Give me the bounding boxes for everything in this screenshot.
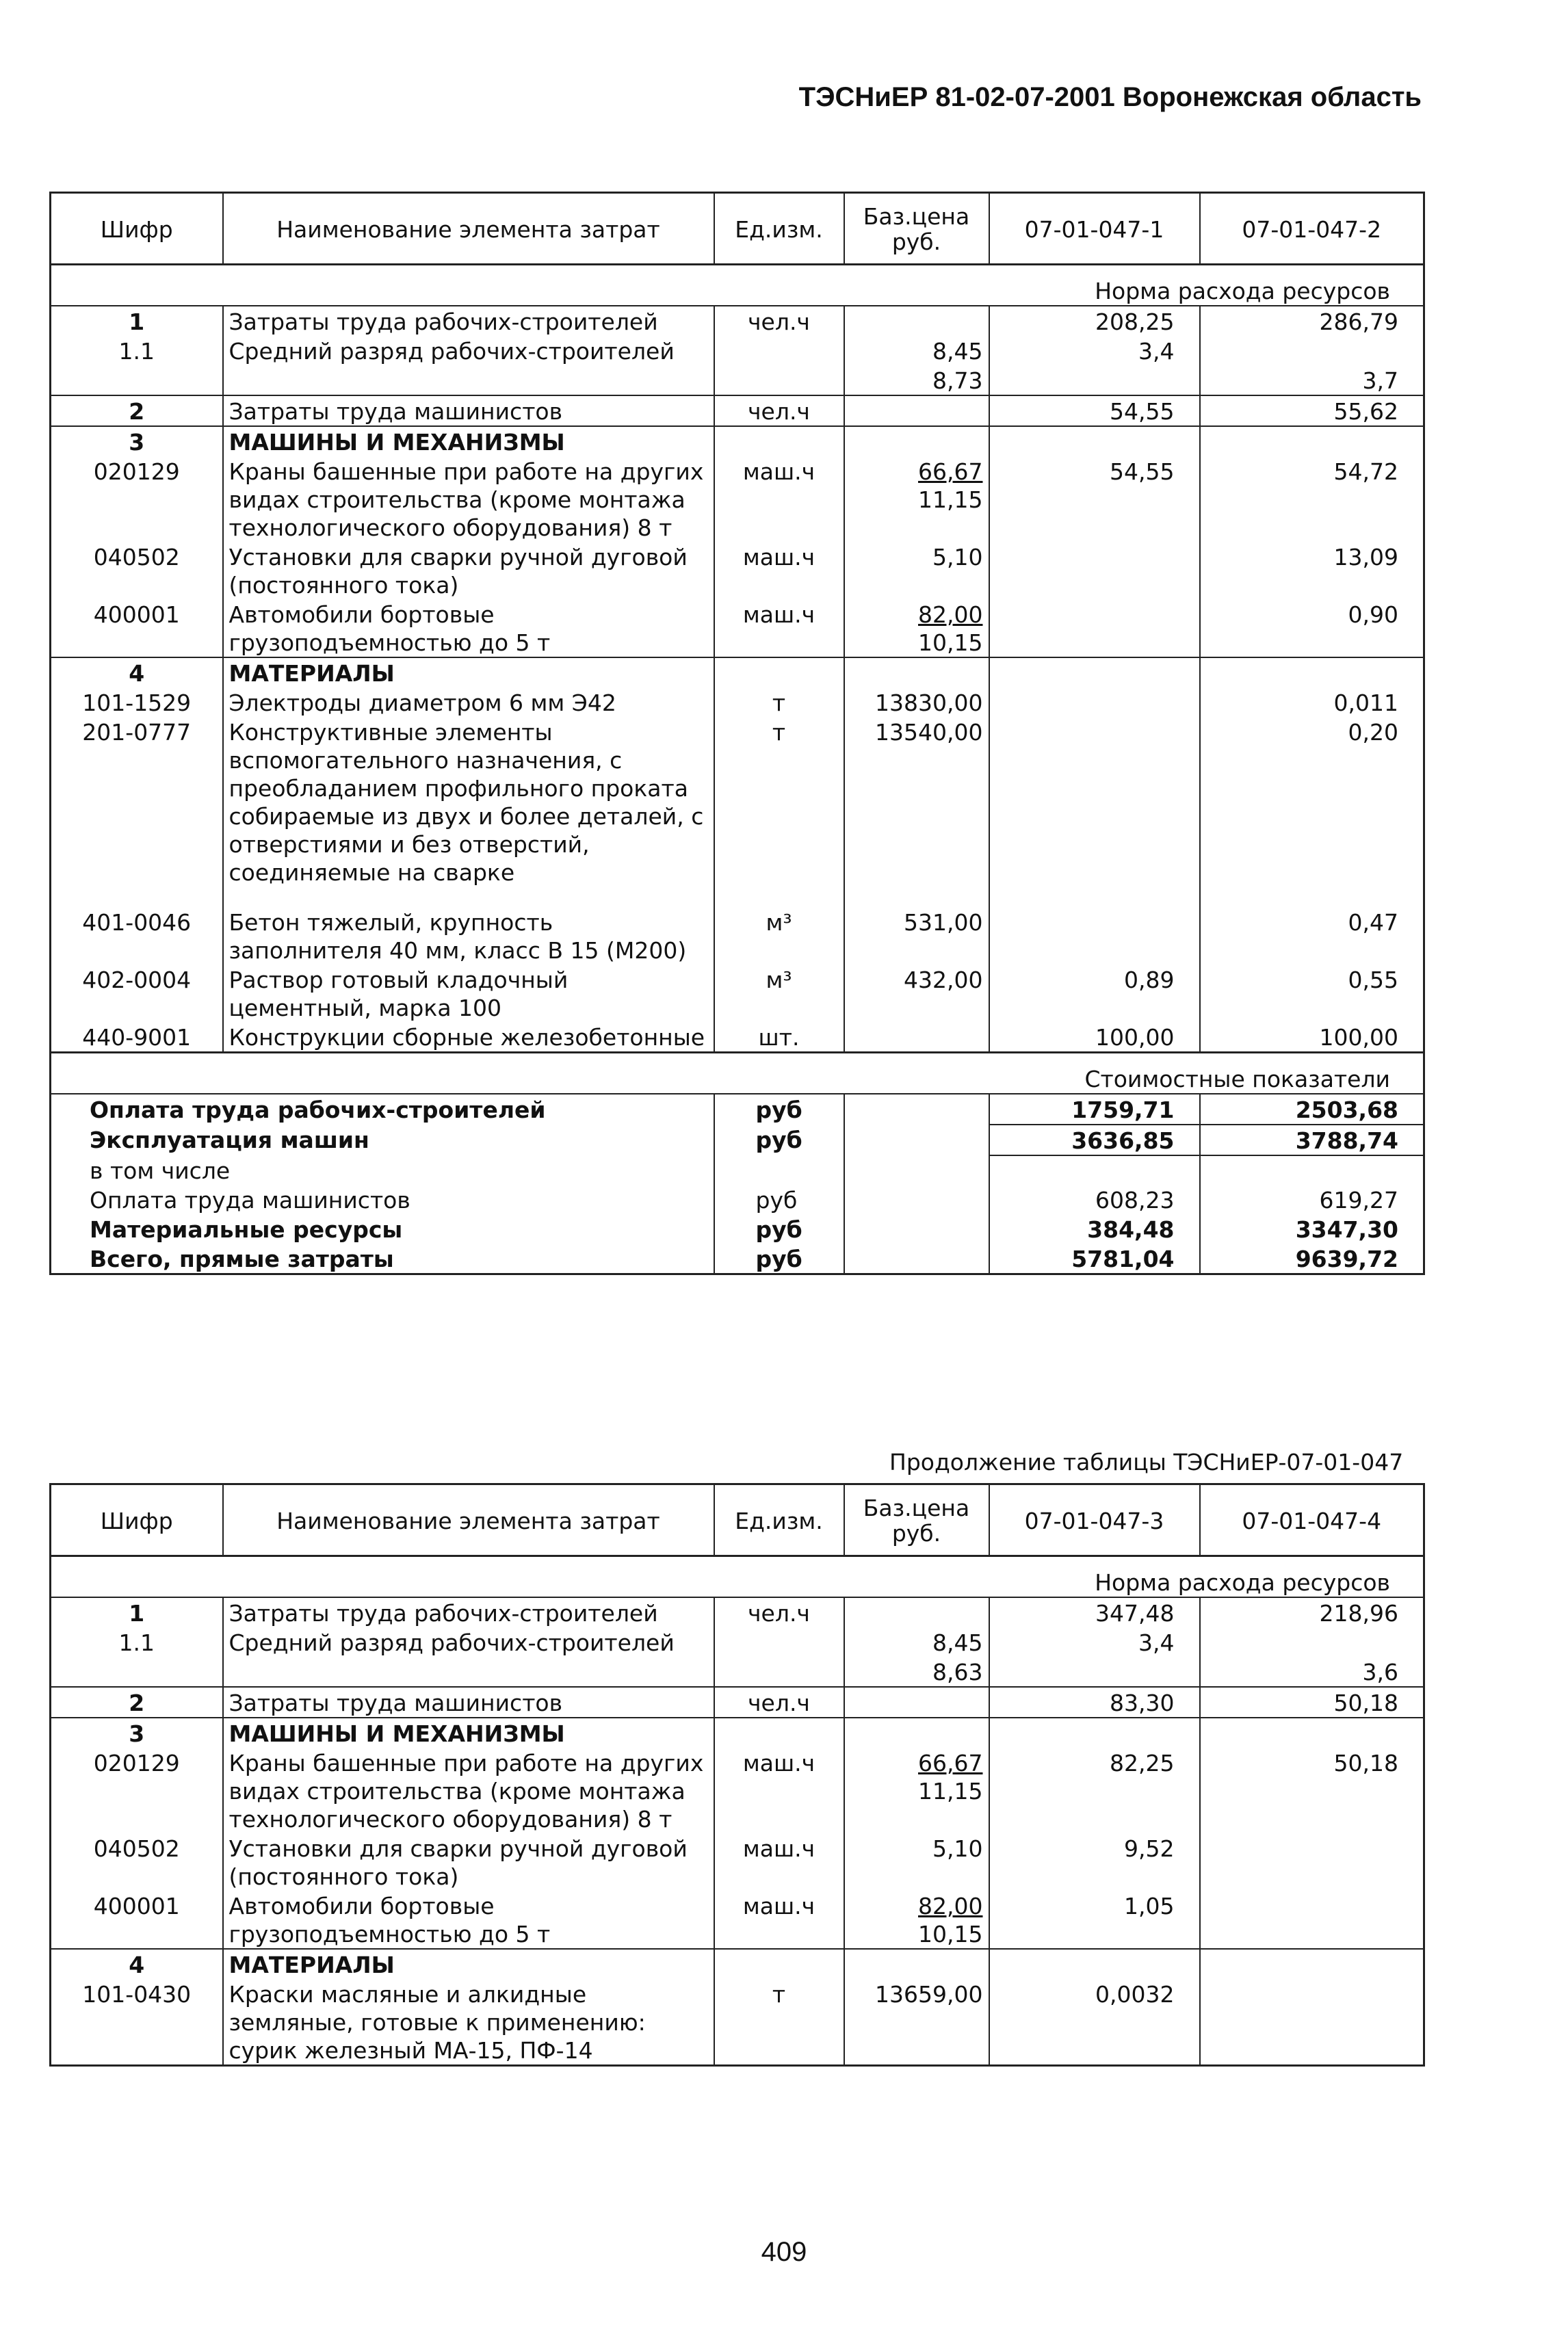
row-price: 13659,00 bbox=[844, 1979, 989, 2066]
cost-unit: руб bbox=[714, 1094, 844, 1125]
cost-empty bbox=[844, 1094, 989, 1125]
price-secondary: 10,15 bbox=[918, 629, 983, 656]
cost-value-1: 5781,04 bbox=[989, 1244, 1200, 1274]
row-value-1: 347,48 bbox=[989, 1597, 1200, 1627]
cost-empty bbox=[844, 1214, 989, 1244]
row-value-1 bbox=[989, 717, 1200, 887]
row-price bbox=[844, 1949, 989, 1979]
row-name: Средний разряд рабочих-строителей bbox=[223, 1627, 714, 1657]
row-unit bbox=[714, 426, 844, 456]
row-value-1 bbox=[989, 687, 1200, 717]
cost-value-2: 3347,30 bbox=[1200, 1214, 1424, 1244]
row-name: Краны башенные при работе на других видах строительства (кроме монтажа технологического оборудования) 8 т bbox=[223, 1748, 714, 1833]
row-name: Средний разряд рабочих-строителей bbox=[223, 336, 714, 365]
row-unit bbox=[714, 1627, 844, 1657]
row-price: 5,10 bbox=[844, 542, 989, 599]
row-price bbox=[844, 657, 989, 687]
row-code: 1.1 bbox=[51, 1627, 223, 1657]
row-unit: маш.ч bbox=[714, 456, 844, 542]
cost-value-2: 3788,74 bbox=[1200, 1125, 1424, 1155]
page-number: 409 bbox=[761, 2237, 807, 2267]
row-unit: чел.ч bbox=[714, 1687, 844, 1718]
row-name bbox=[223, 1657, 714, 1687]
row-unit: маш.ч bbox=[714, 599, 844, 657]
row-code: 101-1529 bbox=[51, 687, 223, 717]
row-value-2: 0,011 bbox=[1200, 687, 1424, 717]
row-unit: т bbox=[714, 1979, 844, 2066]
cost-value-1: 608,23 bbox=[989, 1185, 1200, 1214]
row-value-2 bbox=[1200, 426, 1424, 456]
row-name: Электроды диаметром 6 мм Э42 bbox=[223, 687, 714, 717]
row-price bbox=[844, 306, 989, 336]
row-name: Автомобили бортовые грузоподъемностью до 5 т bbox=[223, 1891, 714, 1949]
row-code: 440-9001 bbox=[51, 1022, 223, 1053]
row-value-1 bbox=[989, 907, 1200, 965]
row-value-2: 286,79 bbox=[1200, 306, 1424, 336]
row-price: 531,00 bbox=[844, 907, 989, 965]
row-price bbox=[844, 1687, 989, 1718]
row-price: 8,63 bbox=[844, 1657, 989, 1687]
row-price bbox=[844, 599, 989, 657]
row-code: 400001 bbox=[51, 599, 223, 657]
table-row bbox=[51, 336, 1424, 365]
table2-body bbox=[51, 1597, 1424, 2066]
row-price: 13540,00 bbox=[844, 717, 989, 887]
page-header: ТЭСНиЕР 81-02-07-2001 Воронежская область bbox=[798, 82, 1422, 112]
row-unit: т bbox=[714, 687, 844, 717]
row-code: 401-0046 bbox=[51, 907, 223, 965]
header-name: Наименование элемента затрат bbox=[223, 1484, 714, 1556]
table1-costs bbox=[51, 1094, 1424, 1274]
row-value-2: 0,90 bbox=[1200, 599, 1424, 657]
row-code: 4 bbox=[51, 1949, 223, 1979]
row-value-1: 3,4 bbox=[989, 1627, 1200, 1657]
row-value-2: 55,62 bbox=[1200, 395, 1424, 426]
table-row bbox=[51, 1748, 1424, 1833]
row-value-2: 0,20 bbox=[1200, 717, 1424, 887]
row-unit: чел.ч bbox=[714, 395, 844, 426]
cost-label: Всего, прямые затраты bbox=[90, 1246, 394, 1272]
table-row bbox=[51, 456, 1424, 542]
row-name: МАТЕРИАЛЫ bbox=[223, 657, 714, 687]
cost-label: Оплата труда машинистов bbox=[90, 1187, 410, 1214]
row-code: 1 bbox=[51, 1597, 223, 1627]
row-unit bbox=[714, 1657, 844, 1687]
row-unit: маш.ч bbox=[714, 542, 844, 599]
resource-table-1 bbox=[49, 192, 1425, 1275]
cost-value-1: 384,48 bbox=[989, 1214, 1200, 1244]
row-name: Краски масляные и алкидные земляные, готовые к применению: сурик железный МА-15, ПФ-14 bbox=[223, 1979, 714, 2066]
row-unit: маш.ч bbox=[714, 1833, 844, 1891]
table-row bbox=[51, 1718, 1424, 1748]
header-unit: Ед.изм. bbox=[714, 1484, 844, 1556]
price-main: 66,67 bbox=[918, 1750, 983, 1776]
row-price: 13830,00 bbox=[844, 687, 989, 717]
cost-value-2: 619,27 bbox=[1200, 1185, 1424, 1214]
cost-empty bbox=[844, 1155, 989, 1185]
row-unit bbox=[714, 1949, 844, 1979]
table-row bbox=[51, 965, 1424, 1022]
row-price bbox=[844, 1022, 989, 1053]
norm-label: Норма расхода ресурсов bbox=[51, 1556, 1424, 1598]
row-name: Автомобили бортовые грузоподъемностью до 5 т bbox=[223, 599, 714, 657]
cost-label: Материальные ресурсы bbox=[90, 1216, 403, 1243]
header-col5: 07-01-047-3 bbox=[989, 1484, 1200, 1556]
table-row bbox=[51, 365, 1424, 395]
row-name: Установки для сварки ручной дуговой (постоянного тока) bbox=[223, 1833, 714, 1891]
row-code bbox=[51, 1657, 223, 1687]
row-code: 2 bbox=[51, 1687, 223, 1718]
row-value-1 bbox=[989, 542, 1200, 599]
row-code: 1.1 bbox=[51, 336, 223, 365]
table-row bbox=[51, 687, 1424, 717]
table-header-row bbox=[51, 1484, 1424, 1556]
table-row bbox=[51, 1979, 1424, 2066]
row-value-2: 3,7 bbox=[1200, 365, 1424, 395]
row-value-1: 100,00 bbox=[989, 1022, 1200, 1053]
cost-value-1 bbox=[989, 1155, 1200, 1185]
row-price bbox=[844, 426, 989, 456]
row-code: 3 bbox=[51, 426, 223, 456]
row-unit: шт. bbox=[714, 1022, 844, 1053]
cost-row bbox=[51, 1155, 1424, 1185]
row-value-2: 3,6 bbox=[1200, 1657, 1424, 1687]
cost-value-1: 1759,71 bbox=[989, 1094, 1200, 1125]
row-value-1: 83,30 bbox=[989, 1687, 1200, 1718]
price-secondary: 11,15 bbox=[918, 486, 983, 513]
row-code: 3 bbox=[51, 1718, 223, 1748]
row-name: Конструкции сборные железобетонные bbox=[223, 1022, 714, 1053]
row-price: 5,10 bbox=[844, 1833, 989, 1891]
row-value-2 bbox=[1200, 1718, 1424, 1748]
row-value-2: 100,00 bbox=[1200, 1022, 1424, 1053]
cost-unit: руб bbox=[714, 1244, 844, 1274]
row-value-2: 50,18 bbox=[1200, 1748, 1424, 1833]
row-price bbox=[844, 395, 989, 426]
row-value-1: 3,4 bbox=[989, 336, 1200, 365]
row-value-1: 82,25 bbox=[989, 1748, 1200, 1833]
continuation-label: Продолжение таблицы ТЭСНиЕР-07-01-047 bbox=[889, 1449, 1404, 1476]
row-name: Затраты труда машинистов bbox=[223, 395, 714, 426]
row-value-2 bbox=[1200, 1979, 1424, 2066]
header-price: Баз.цена руб. bbox=[844, 193, 989, 265]
header-code: Шифр bbox=[51, 193, 223, 265]
row-code: 040502 bbox=[51, 1833, 223, 1891]
row-name: МАТЕРИАЛЫ bbox=[223, 1949, 714, 1979]
row-code: 040502 bbox=[51, 542, 223, 599]
row-value-2 bbox=[1200, 336, 1424, 365]
table-row bbox=[51, 1891, 1424, 1949]
table-row bbox=[51, 657, 1424, 687]
cost-row bbox=[51, 1185, 1424, 1214]
row-unit: маш.ч bbox=[714, 1891, 844, 1949]
row-value-1: 1,05 bbox=[989, 1891, 1200, 1949]
row-unit: м³ bbox=[714, 907, 844, 965]
table-header-row bbox=[51, 193, 1424, 265]
row-name bbox=[223, 365, 714, 395]
row-price bbox=[844, 1748, 989, 1833]
row-value-2 bbox=[1200, 1833, 1424, 1891]
header-price: Баз.цена руб. bbox=[844, 1484, 989, 1556]
table-row bbox=[51, 717, 1424, 887]
row-value-2: 54,72 bbox=[1200, 456, 1424, 542]
cost-label: Оплата труда рабочих-строителей bbox=[90, 1097, 546, 1123]
cost-row bbox=[51, 1094, 1424, 1125]
cost-unit bbox=[714, 1155, 844, 1185]
resource-table-2 bbox=[49, 1483, 1425, 2067]
table-row bbox=[51, 1833, 1424, 1891]
row-price: 8,45 bbox=[844, 1627, 989, 1657]
cost-label: Эксплуатация машин bbox=[90, 1127, 369, 1153]
row-name: Установки для сварки ручной дуговой (постоянного тока) bbox=[223, 542, 714, 599]
row-name: МАШИНЫ И МЕХАНИЗМЫ bbox=[223, 1718, 714, 1748]
row-code: 4 bbox=[51, 657, 223, 687]
price-main: 82,00 bbox=[918, 1893, 983, 1919]
row-value-1: 54,55 bbox=[989, 395, 1200, 426]
row-value-1: 208,25 bbox=[989, 306, 1200, 336]
row-value-2: 218,96 bbox=[1200, 1597, 1424, 1627]
cost-row bbox=[51, 1244, 1424, 1274]
row-price: 432,00 bbox=[844, 965, 989, 1022]
row-code: 201-0777 bbox=[51, 717, 223, 887]
cost-unit: руб bbox=[714, 1214, 844, 1244]
spacer-row bbox=[51, 887, 1424, 907]
price-secondary: 11,15 bbox=[918, 1778, 983, 1805]
row-value-2 bbox=[1200, 1891, 1424, 1949]
row-unit: т bbox=[714, 717, 844, 887]
row-price bbox=[844, 1597, 989, 1627]
header-unit: Ед.изм. bbox=[714, 193, 844, 265]
row-price bbox=[844, 1718, 989, 1748]
cost-empty bbox=[844, 1125, 989, 1155]
price-secondary: 10,15 bbox=[918, 1921, 983, 1948]
row-value-2 bbox=[1200, 657, 1424, 687]
cost-unit: руб bbox=[714, 1185, 844, 1214]
price-main: 82,00 bbox=[918, 601, 983, 628]
row-unit bbox=[714, 657, 844, 687]
table-row bbox=[51, 907, 1424, 965]
cost-row bbox=[51, 1214, 1424, 1244]
cost-value-1: 3636,85 bbox=[989, 1125, 1200, 1155]
row-name: Конструктивные элементы вспомогательного назначения, с преобладанием профильного проката собираемые из двух и более деталей, с отверстиями и без отверстий, соединяемые на сварке bbox=[223, 717, 714, 887]
row-value-1: 9,52 bbox=[989, 1833, 1200, 1891]
row-value-1 bbox=[989, 657, 1200, 687]
table-row bbox=[51, 1627, 1424, 1657]
row-value-1 bbox=[989, 365, 1200, 395]
header-code: Шифр bbox=[51, 1484, 223, 1556]
row-code: 1 bbox=[51, 306, 223, 336]
row-code: 101-0430 bbox=[51, 1979, 223, 2066]
row-name: Затраты труда рабочих-строителей bbox=[223, 1597, 714, 1627]
row-name: Затраты труда рабочих-строителей bbox=[223, 306, 714, 336]
row-code: 400001 bbox=[51, 1891, 223, 1949]
table-row bbox=[51, 306, 1424, 336]
row-unit: маш.ч bbox=[714, 1748, 844, 1833]
row-value-2: 0,55 bbox=[1200, 965, 1424, 1022]
header-col6: 07-01-047-2 bbox=[1200, 193, 1424, 265]
header-col6: 07-01-047-4 bbox=[1200, 1484, 1424, 1556]
norm-label: Норма расхода ресурсов bbox=[51, 265, 1424, 306]
row-code: 402-0004 bbox=[51, 965, 223, 1022]
table-row bbox=[51, 395, 1424, 426]
cost-value-2: 9639,72 bbox=[1200, 1244, 1424, 1274]
row-name: Раствор готовый кладочный цементный, марка 100 bbox=[223, 965, 714, 1022]
row-price: 8,73 bbox=[844, 365, 989, 395]
row-value-1: 0,0032 bbox=[989, 1979, 1200, 2066]
row-unit bbox=[714, 336, 844, 365]
cost-unit: руб bbox=[714, 1125, 844, 1155]
row-price bbox=[844, 456, 989, 542]
row-value-1 bbox=[989, 1718, 1200, 1748]
header-col5: 07-01-047-1 bbox=[989, 193, 1200, 265]
price-main: 66,67 bbox=[918, 458, 983, 485]
row-name: МАШИНЫ И МЕХАНИЗМЫ bbox=[223, 426, 714, 456]
row-unit: чел.ч bbox=[714, 1597, 844, 1627]
row-value-1 bbox=[989, 599, 1200, 657]
row-code bbox=[51, 365, 223, 395]
cost-empty bbox=[844, 1185, 989, 1214]
cost-row bbox=[51, 1125, 1424, 1155]
row-value-1: 54,55 bbox=[989, 456, 1200, 542]
cost-value-2: 2503,68 bbox=[1200, 1094, 1424, 1125]
row-value-2: 50,18 bbox=[1200, 1687, 1424, 1718]
table-row bbox=[51, 1597, 1424, 1627]
table-row bbox=[51, 1687, 1424, 1718]
row-name: Краны башенные при работе на других видах строительства (кроме монтажа технологического оборудования) 8 т bbox=[223, 456, 714, 542]
row-value-1 bbox=[989, 1949, 1200, 1979]
cost-empty bbox=[844, 1244, 989, 1274]
row-value-1 bbox=[989, 1657, 1200, 1687]
row-price: 8,45 bbox=[844, 336, 989, 365]
row-code: 020129 bbox=[51, 456, 223, 542]
row-unit: чел.ч bbox=[714, 306, 844, 336]
row-price bbox=[844, 1891, 989, 1949]
row-value-2: 13,09 bbox=[1200, 542, 1424, 599]
row-value-2: 0,47 bbox=[1200, 907, 1424, 965]
table-row bbox=[51, 1022, 1424, 1053]
row-unit bbox=[714, 365, 844, 395]
header-name: Наименование элемента затрат bbox=[223, 193, 714, 265]
row-value-1 bbox=[989, 426, 1200, 456]
cost-value-2 bbox=[1200, 1155, 1424, 1185]
cost-label: в том числе bbox=[90, 1157, 231, 1184]
table-row bbox=[51, 1949, 1424, 1979]
table1-body bbox=[51, 306, 1424, 1053]
row-value-2 bbox=[1200, 1949, 1424, 1979]
table-row bbox=[51, 599, 1424, 657]
table-row bbox=[51, 426, 1424, 456]
row-unit bbox=[714, 1718, 844, 1748]
row-code: 020129 bbox=[51, 1748, 223, 1833]
row-name: Бетон тяжелый, крупность заполнителя 40 мм, класс В 15 (М200) bbox=[223, 907, 714, 965]
row-value-1: 0,89 bbox=[989, 965, 1200, 1022]
cost-label: Стоимостные показатели bbox=[51, 1053, 1424, 1094]
row-code: 2 bbox=[51, 395, 223, 426]
table-row bbox=[51, 1657, 1424, 1687]
row-name: Затраты труда машинистов bbox=[223, 1687, 714, 1718]
table-row bbox=[51, 542, 1424, 599]
row-value-2 bbox=[1200, 1627, 1424, 1657]
row-unit: м³ bbox=[714, 965, 844, 1022]
